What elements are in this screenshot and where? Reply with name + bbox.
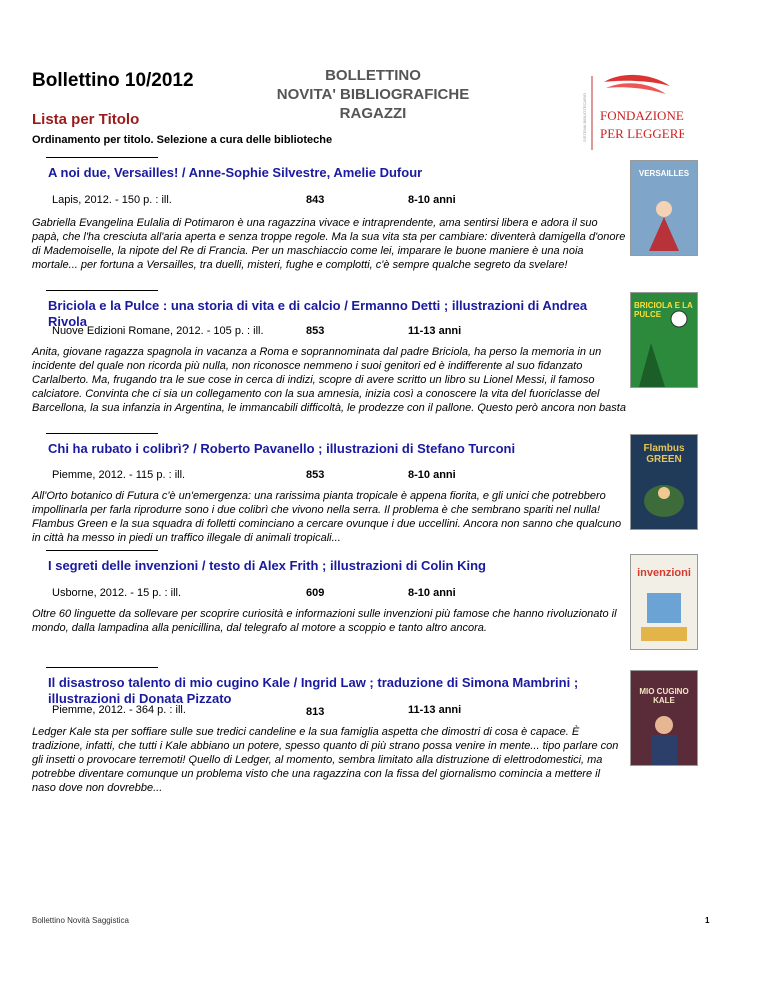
age-range: 8-10 anni: [408, 587, 456, 599]
classification-code: 609: [306, 587, 325, 599]
page-title-line: BOLLETTINO: [325, 67, 421, 84]
classification-code: 813: [306, 706, 325, 718]
classification-code: 853: [306, 325, 325, 337]
cover-title: BRICIOLA E LA PULCE: [634, 301, 693, 319]
classification-code: 853: [306, 469, 325, 481]
cover-title: Flambus GREEN: [643, 443, 685, 465]
book-description: Gabriella Evangelina Eulalia di Potimaron è una ragazzina vivace e intraprendente, ama sentirsi libera e adora il suo papà, che l'ha cresciuta all'aria aperta e senza troppe regole. Ma la sua vita sta per cambiare: diventerà damigella d'onore di Mademoiselle, la nipote del Re di Francia. Per un maschiaccio come lei, imparare le buone maniere è una noia mortale... per fortuna a Versailles, tra duelli, misteri, fughe e complotti, c'è sempre qualche segreto da svelare!: [32, 217, 626, 271]
book-description: All'Orto botanico di Futura c'è un'emergenza: una rarissima pianta tropicale è appena fiorita, e gli unici che potrebbero impollinarla per farla riprodurre sono i due colibrì che vivono nella serra. Il problema è che sembrano spariti nel nulla! Flambus Green e la sua squadra di folletti cominciano a cercare ovunque i due uccellini. Ancora non sanno che qualcuno in città ha messo in piedi un traffico illegale di animali tropicali...: [32, 490, 622, 544]
book-title: Briciola e la Pulce : una storia di vita e di calcio / Ermanno Detti ; illustrazioni di Andrea Rivola: [48, 298, 588, 329]
svg-text:SISTEMA BIBLIOTECARIO: SISTEMA BIBLIOTECARIO: [582, 92, 587, 142]
list-title: Lista per Titolo: [32, 111, 140, 128]
book-title: I segreti delle invenzioni / testo di Alex Frith ; illustrazioni di Colin King: [48, 558, 486, 573]
logo-text: FONDAZIONE: [600, 108, 684, 123]
cover-title: VERSAILLES: [638, 169, 690, 178]
age-range: 11-13 anni: [408, 325, 462, 337]
age-range: 8-10 anni: [408, 469, 456, 481]
book-description: Oltre 60 linguette da sollevare per scoprire curiosità e informazioni sulle invenzioni più famose che hanno rivoluzionato il mondo, dalla lampadina alla penicillina, dal telegrafo al motore a scoppio e tanto altro ancora.: [32, 608, 617, 634]
logo-text: PER LEGGERE: [600, 126, 684, 141]
book-cover-image: [630, 292, 698, 388]
age-range: 11-13 anni: [408, 704, 462, 716]
book-cover-image: [630, 160, 698, 256]
page-title-line: NOVITA' BIBLIOGRAFICHE: [276, 86, 470, 103]
book-cover-image: [630, 670, 698, 766]
page-title-line: RAGAZZI: [339, 105, 407, 122]
page-number: 1: [705, 916, 710, 925]
classification-code: 843: [306, 194, 325, 206]
cover-title: MIO CUGINO KALE: [639, 687, 689, 705]
publication-info: Piemme, 2012. - 115 p. : ill.: [52, 469, 186, 481]
cover-title: invenzioni: [637, 567, 691, 579]
entry-divider: [46, 290, 158, 291]
book-description: Anita, giovane ragazza spagnola in vacanza a Roma e soprannominata dal padre Briciola, ha perso la memoria in un incidente del quale non ricorda più nulla, non riconosce nemmeno i suoi genitori ed è indifferente al suo fidanzato Carlalberto. Ma, frugando tra le sue cose in cerca di indizi, scopre di avere scritto un libro su Lionel Messi, il famoso calciatore. Convinta che ci sia un collegamento con la sua amnesia, inizia così a conoscere la vita del fuoriclasse del Barcellona, la sua infanzia in Argentina, le immancabili difficoltà, le prodezze con il pallone. Questo però ancora non basta: [32, 346, 626, 414]
bulletin-number: Bollettino 10/2012: [32, 70, 194, 91]
sort-note: Ordinamento per titolo. Selezione a cura delle biblioteche: [32, 134, 333, 146]
entry-divider: [46, 550, 158, 551]
book-title: Chi ha rubato i colibrì? / Roberto Pavanello ; illustrazioni di Stefano Turconi: [48, 441, 516, 456]
entry-divider: [46, 157, 158, 158]
publication-info: Piemme, 2012. - 364 p. : ill.: [52, 704, 186, 716]
publication-info: Usborne, 2012. - 15 p. : ill.: [52, 587, 182, 599]
entry-divider: [46, 433, 158, 434]
book-cover-image: [630, 434, 698, 530]
entry-divider: [46, 667, 158, 668]
book-title: Il disastroso talento di mio cugino Kale / Ingrid Law ; traduzione di Simona Mambrini ; illustrazioni di Donata Pizzato: [48, 675, 579, 706]
book-title: A noi due, Versailles! / Anne-Sophie Silvestre, Amelie Dufour: [48, 165, 423, 180]
page-title: [248, 66, 498, 123]
fondazione-logo: [580, 72, 684, 154]
publication-info: Lapis, 2012. - 150 p. : ill.: [52, 194, 172, 206]
footer-text: Bollettino Novità Saggistica: [32, 916, 129, 925]
publication-info: Nuove Edizioni Romane, 2012. - 105 p. : ill.: [52, 325, 264, 337]
book-cover-image: [630, 554, 698, 650]
book-description: Ledger Kale sta per soffiare sulle sue tredici candeline e la sua famiglia aspetta che dimostri di cosa è capace. È tradizione, infatti, che tutti i Kale abbiano un potere, spesso quanto di più strano possa venire in mente... tipo parlare con gli insetti o provocare terremoti! Quello di Ledger, al momento, sembra limitato alla distruzione di elettrodomestici, ma potrebbe diventare comunque un problema visto che una ragazzina con la fissa del giornalismo comincia a mettere il naso dove non dovrebbe...: [32, 726, 619, 794]
age-range: 8-10 anni: [408, 194, 456, 206]
